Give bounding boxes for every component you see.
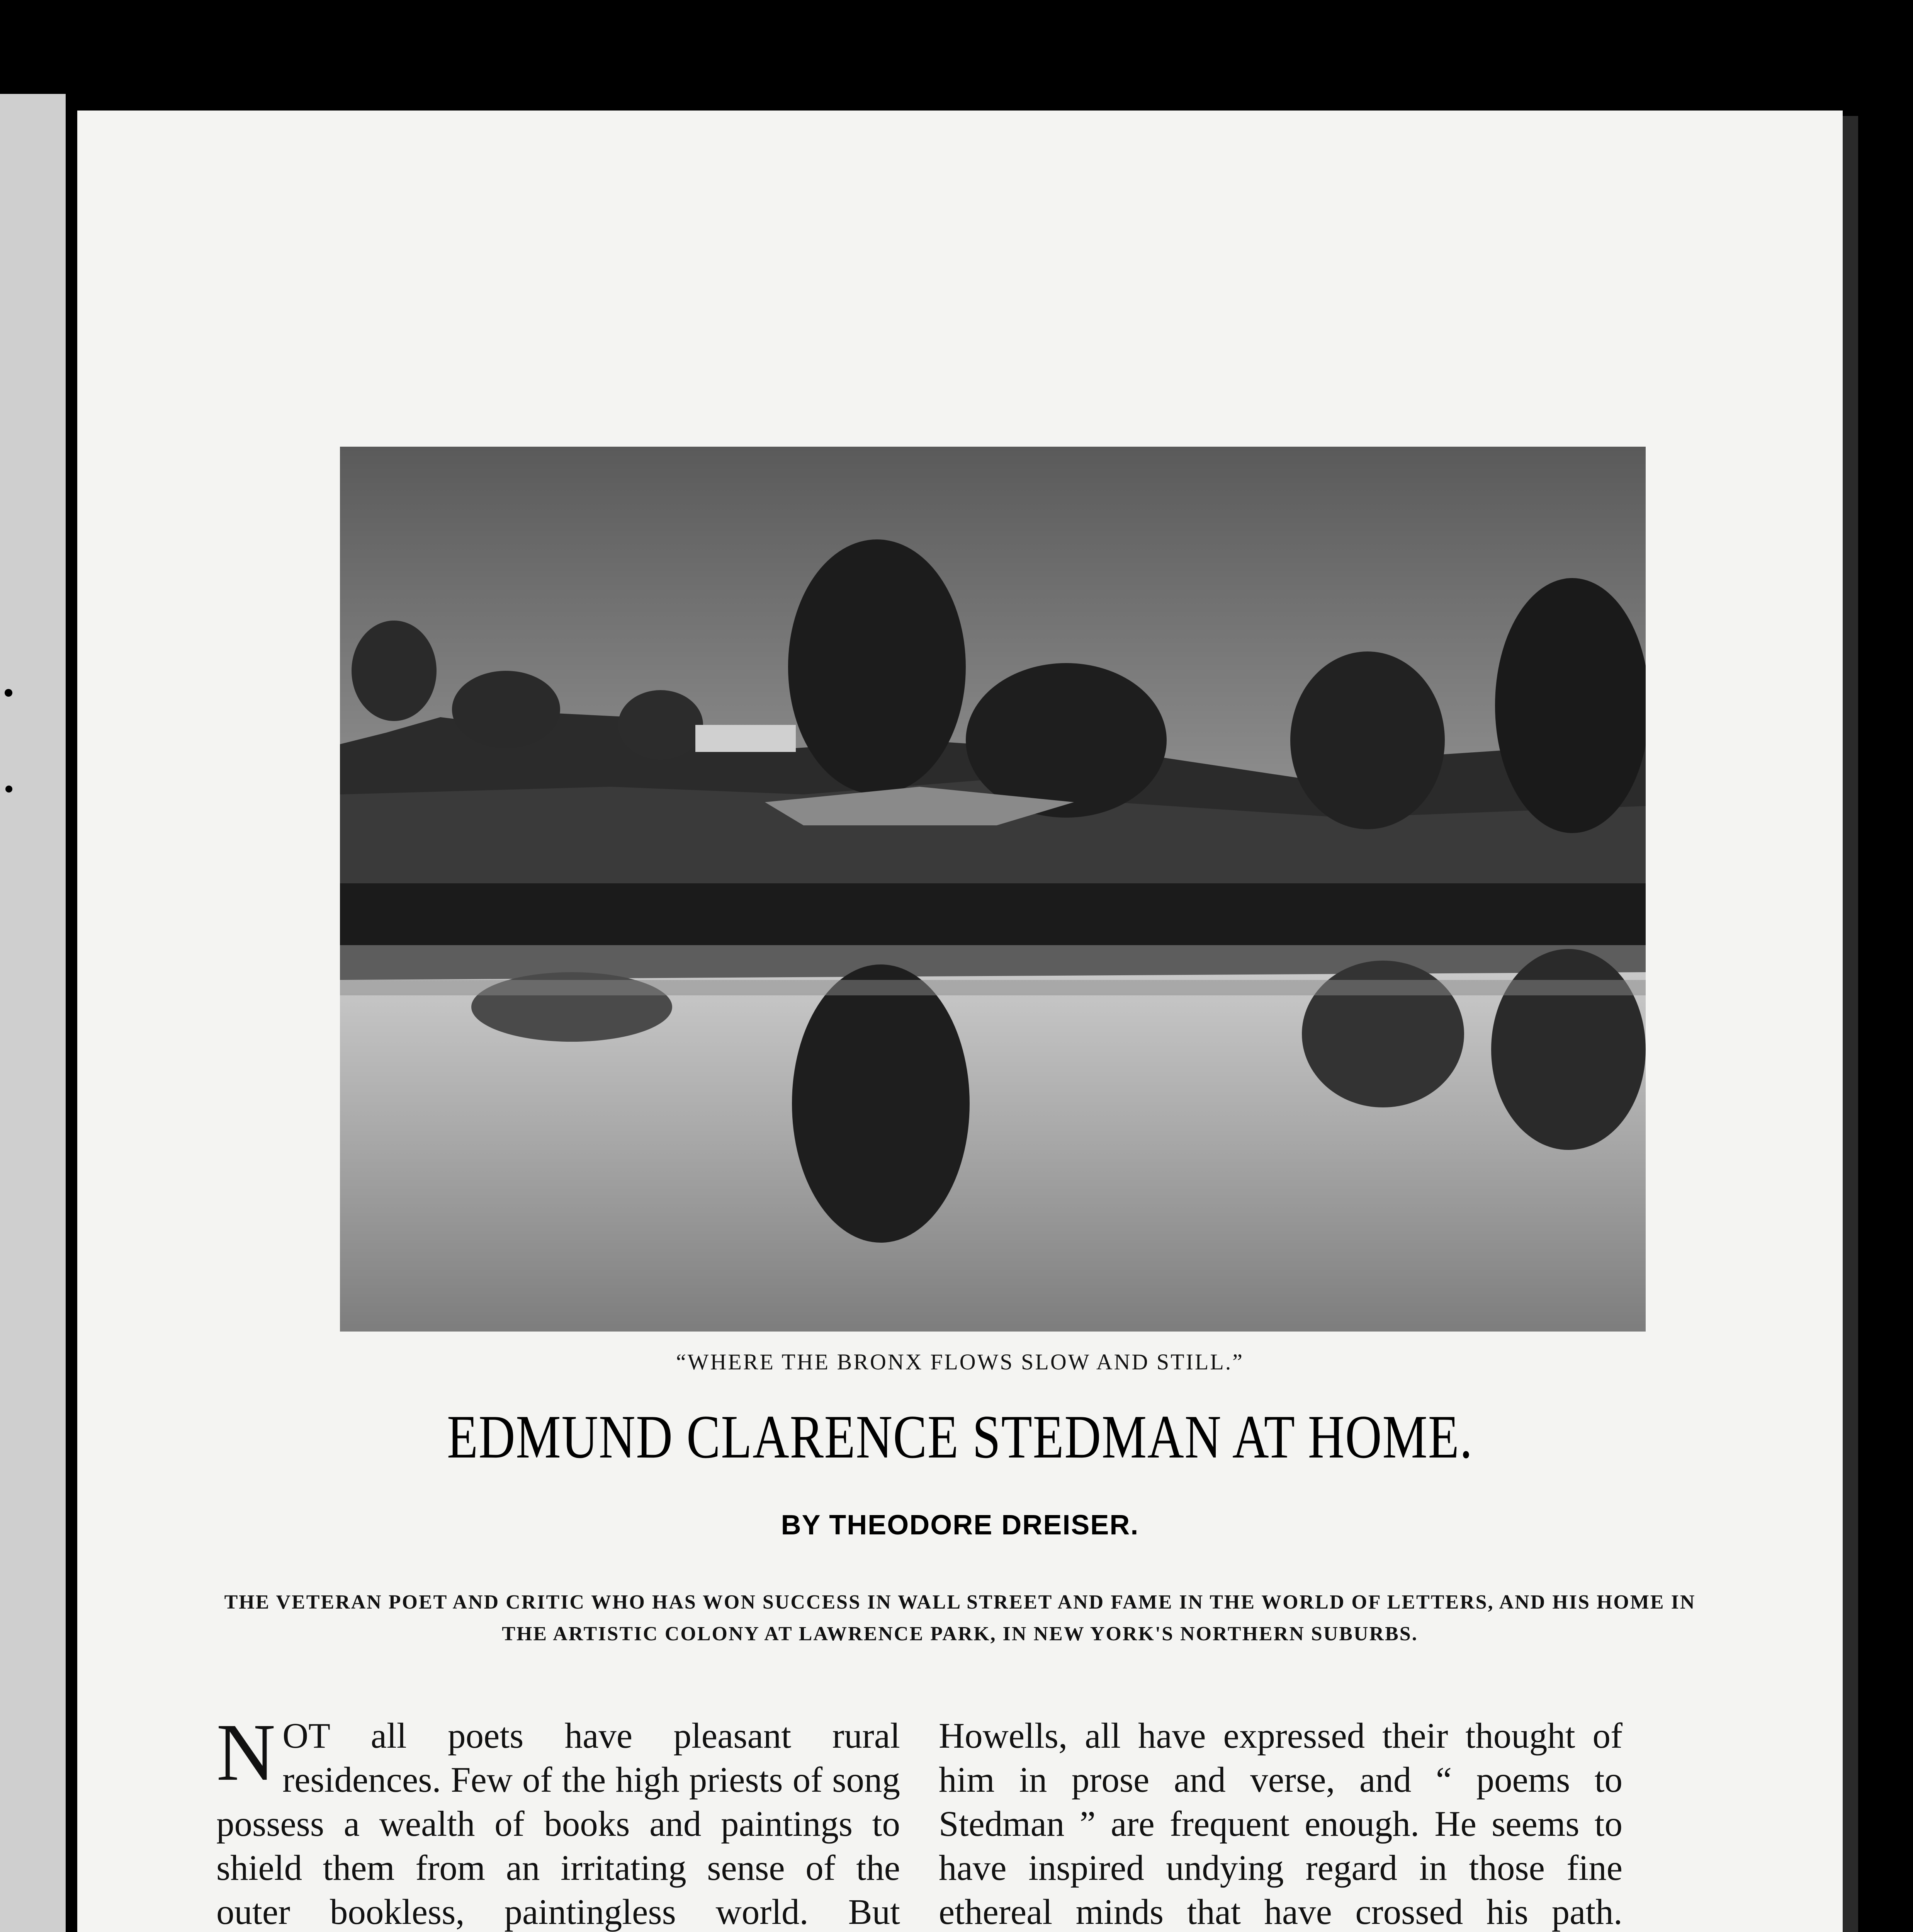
- left-text-column: [216, 1707, 900, 1932]
- scan-speck: [5, 786, 12, 793]
- article-deck: THE VETERAN POET AND CRITIC WHO HAS WON SUCCESS IN WALL STREET AND FAME IN THE WORLD OF LETTERS, AND HIS HOME IN THE ARTISTIC COLONY AT LAWRENCE PARK, IN NEW YORK'S NORTHERN SUBURBS.: [224, 1591, 1696, 1645]
- magazine-page: [77, 111, 1843, 1932]
- body-paragraph: [216, 1707, 900, 1932]
- bronx-river-photograph: [340, 447, 1646, 1332]
- paragraph-text: OT all poets have pleasant rural residences. Few of the high priests of song possess a wealth of books and paintings to shield them from an irritating sense of the outer bookless, paintingless world. But: [216, 1716, 900, 1932]
- drop-cap: N: [216, 1707, 276, 1798]
- right-text-column: [939, 1714, 1622, 1932]
- page-binding-edge: [1843, 116, 1858, 1932]
- scan-speck: [5, 689, 12, 697]
- photo-caption: “WHERE THE BRONX FLOWS SLOW AND STILL.”: [676, 1349, 1244, 1374]
- facing-page-edge: [0, 94, 66, 1932]
- article-byline: BY THEODORE DREISER.: [781, 1510, 1139, 1541]
- article-title: EDMUND CLARENCE STEDMAN AT HOME.: [447, 1402, 1473, 1471]
- body-paragraph: Howells, all have expressed their thought of him in prose and verse, and “ poems to Stedman ” are frequent enough. He seems to have inspired undying regard in those fine ethereal minds that have crossed his path.: [939, 1716, 1622, 1932]
